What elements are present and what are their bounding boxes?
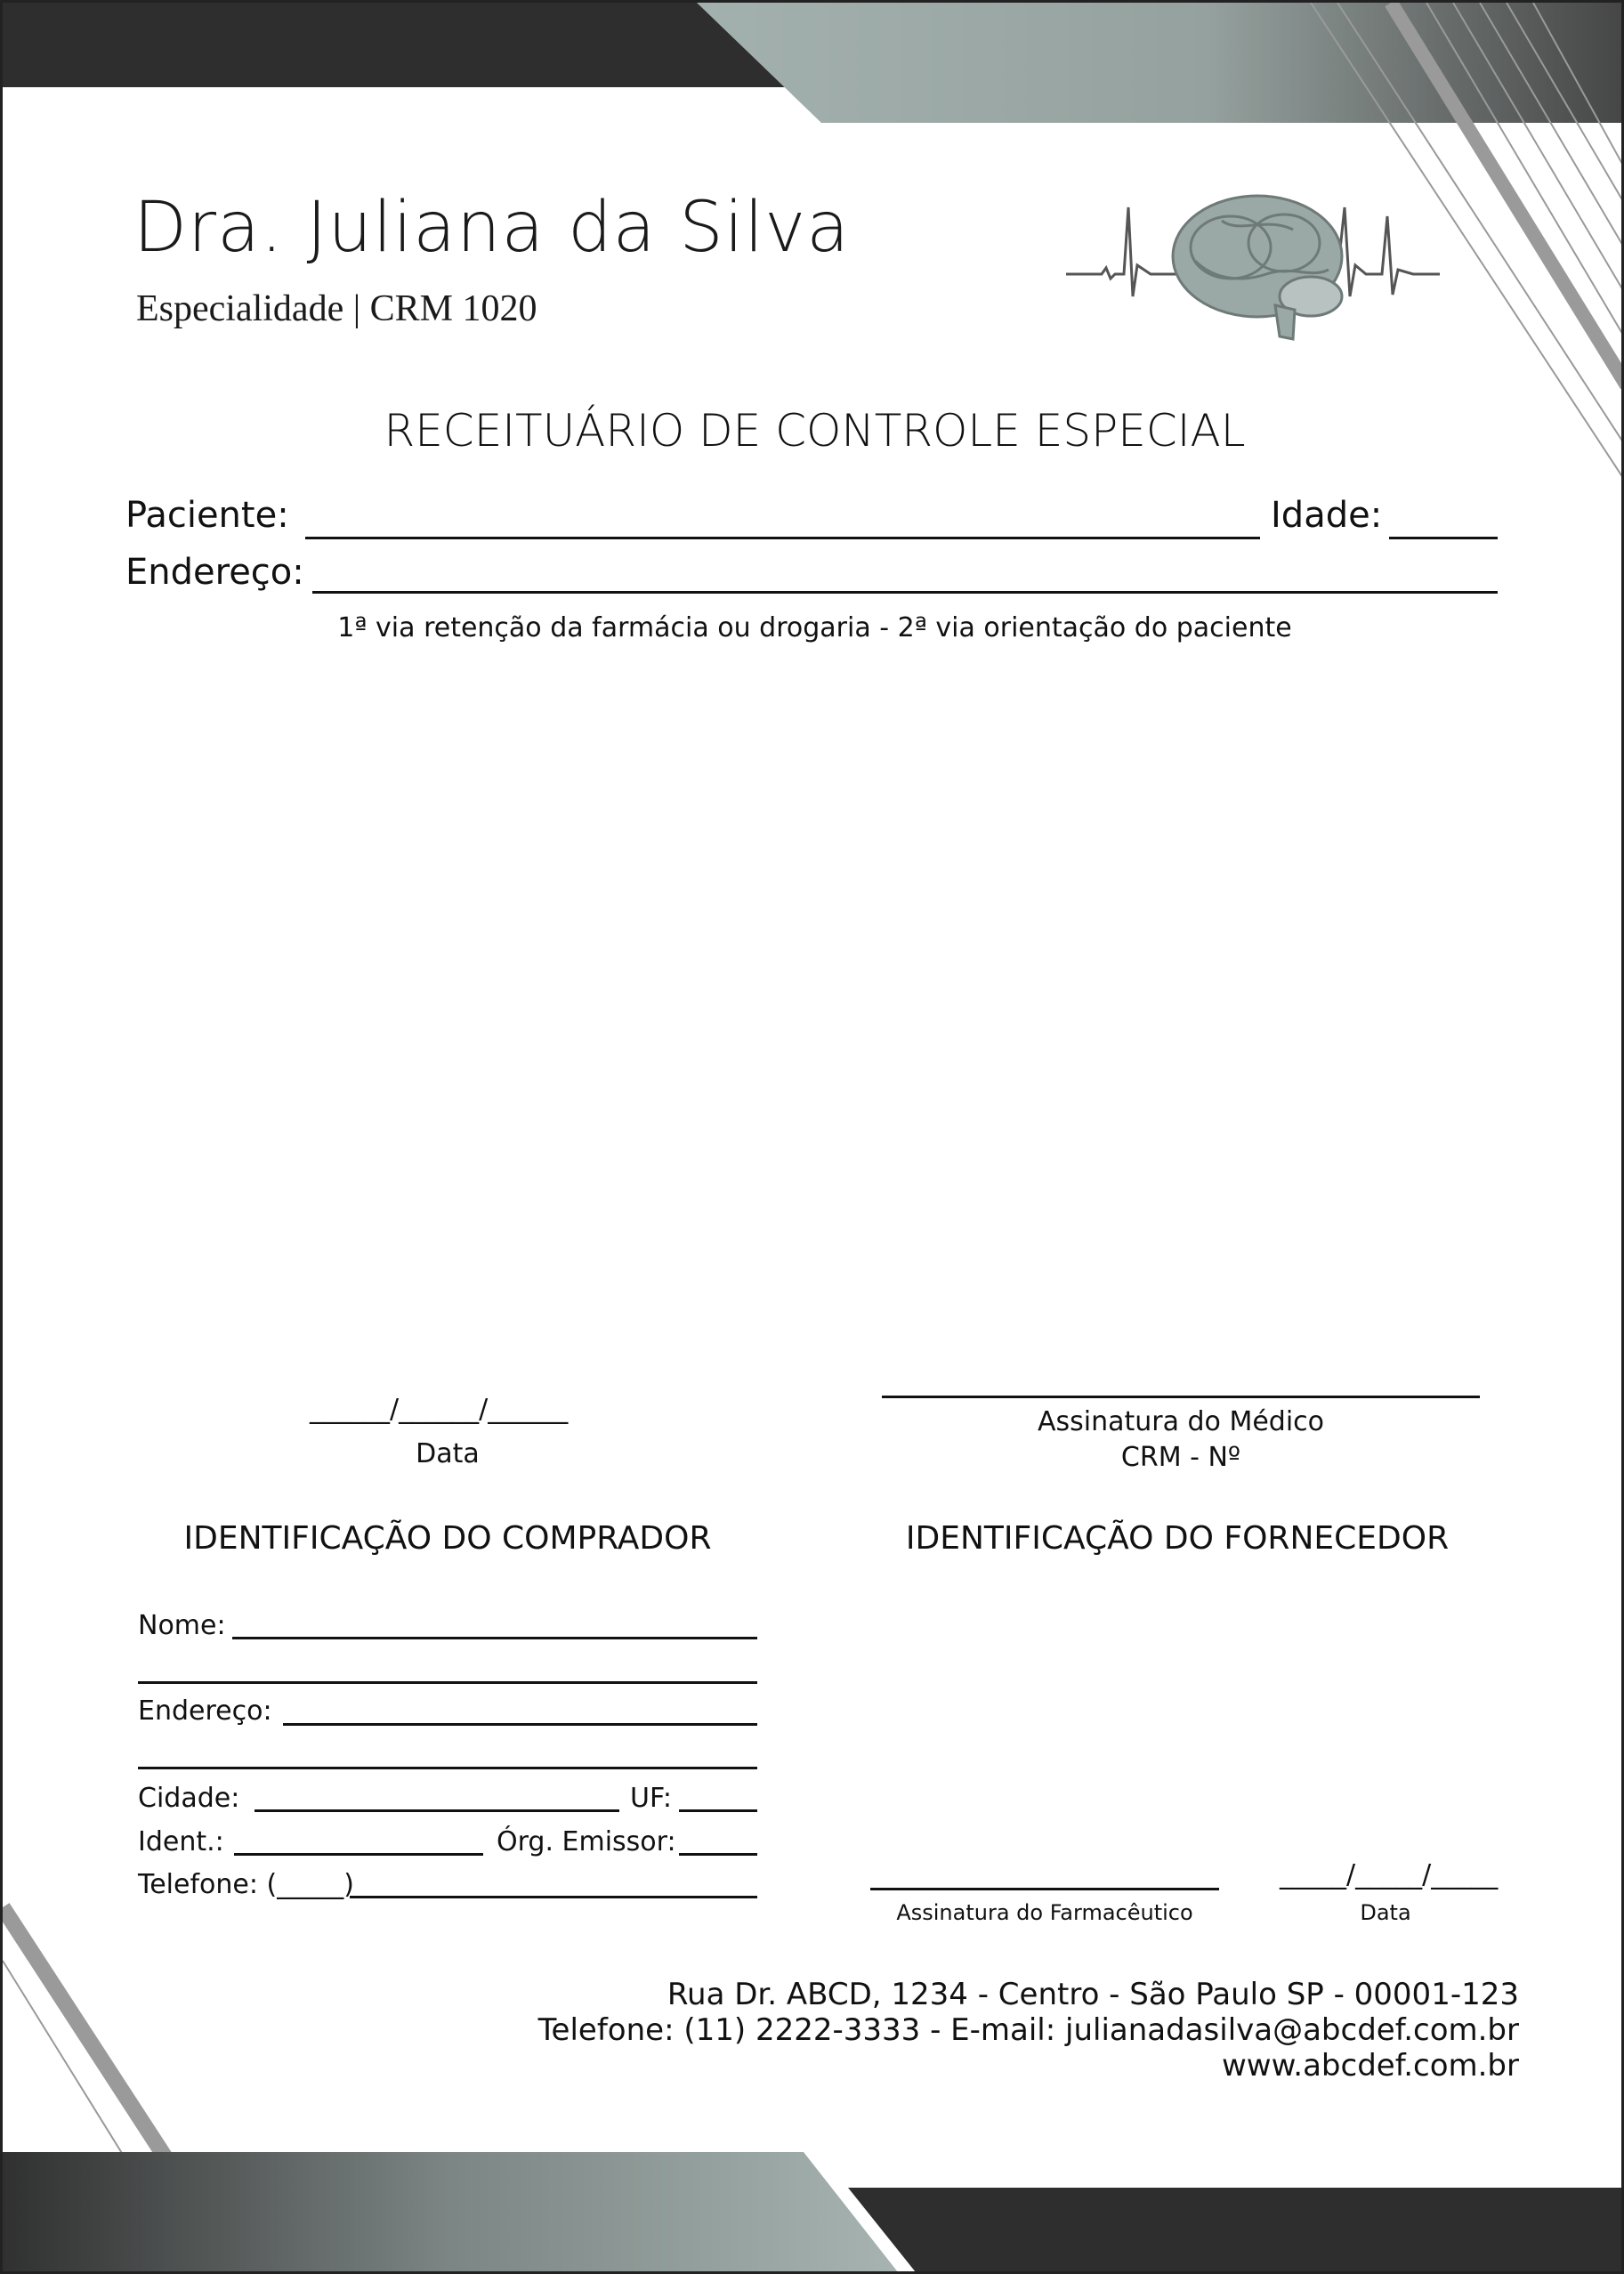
buyer-issuer-label: Órg. Emissor: [497, 1826, 676, 1857]
age-field[interactable] [1389, 537, 1498, 539]
buyer-phone-label: Telefone: (_____) [138, 1869, 354, 1900]
top-sage-band [697, 3, 1624, 123]
patient-field[interactable] [305, 537, 1260, 539]
buyer-uf-field[interactable] [679, 1809, 757, 1812]
bottom-dark-band [848, 2188, 1624, 2274]
copies-note: 1ª via retenção da farmácia ou drogaria - 2ª via orientação do paciente [337, 612, 1292, 643]
bottom-gradient-band [3, 2152, 901, 2274]
address-field[interactable] [312, 591, 1498, 594]
pharmacist-signature-line[interactable] [870, 1888, 1219, 1890]
buyer-city-label: Cidade: [138, 1783, 240, 1814]
buyer-id-field[interactable] [234, 1853, 483, 1856]
buyer-section-title: IDENTIFICAÇÃO DO COMPRADOR [183, 1520, 712, 1557]
footer-website[interactable]: www.abcdef.com.br [1221, 2048, 1519, 2084]
buyer-city-field[interactable] [255, 1809, 619, 1812]
buyer-uf-label: UF: [630, 1783, 672, 1814]
form-title: RECEITUÁRIO DE CONTROLE ESPECIAL [384, 405, 1246, 457]
age-label: Idade: [1271, 495, 1383, 536]
date-blank[interactable]: ______/______/______ [310, 1394, 569, 1425]
footer-address: Rua Dr. ABCD, 1234 - Centro - São Paulo SP - 00001-123 [667, 1977, 1519, 2012]
buyer-address-label: Endereço: [138, 1695, 272, 1727]
crm-label: CRM - Nº [1120, 1442, 1241, 1473]
buyer-issuer-field[interactable] [679, 1853, 757, 1856]
doctor-name: Dra. Juliana da Silva [133, 188, 851, 268]
brain-heartbeat-icon [1062, 181, 1444, 350]
supplier-section-title: IDENTIFICAÇÃO DO FORNECEDOR [905, 1520, 1450, 1557]
doctor-specialty: Especialidade | CRM 1020 [136, 288, 537, 329]
buyer-name-field-line2[interactable] [138, 1681, 757, 1684]
buyer-address-field[interactable] [283, 1723, 757, 1726]
date-label: Data [416, 1438, 480, 1469]
doctor-signature-label: Assinatura do Médico [1037, 1406, 1325, 1437]
buyer-id-label: Ident.: [138, 1826, 224, 1857]
prescription-body[interactable] [127, 661, 1498, 1355]
doctor-signature-line[interactable] [882, 1396, 1480, 1398]
footer-contact: Telefone: (11) 2222-3333 - E-mail: julianadasilva@abcdef.com.br [537, 2012, 1519, 2048]
supplier-date-blank[interactable]: _____/_____/_____ [1280, 1859, 1499, 1890]
brain-shape [1173, 196, 1342, 339]
patient-label: Paciente: [125, 495, 289, 536]
supplier-date-label: Data [1360, 1900, 1411, 1925]
buyer-address-field-line2[interactable] [138, 1767, 757, 1769]
buyer-phone-field[interactable] [350, 1896, 757, 1898]
buyer-name-label: Nome: [138, 1610, 226, 1641]
address-label: Endereço: [125, 552, 304, 593]
buyer-name-field[interactable] [232, 1637, 757, 1639]
pharmacist-signature-label: Assinatura do Farmacêutico [896, 1900, 1193, 1925]
